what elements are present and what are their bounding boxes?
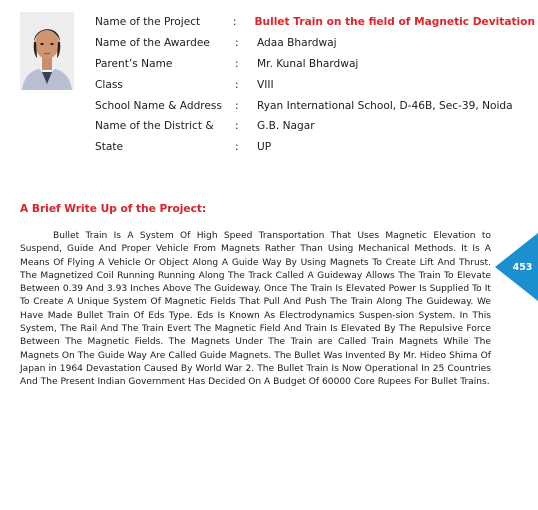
info-row-school (95, 95, 535, 116)
info-colon: : (235, 141, 239, 154)
info-row-project (95, 12, 535, 33)
info-row-parent (95, 54, 535, 75)
info-row-class (95, 74, 535, 95)
state-name: UP (257, 141, 272, 154)
parent-name: Mr. Kunal Bhardwaj (257, 57, 359, 70)
info-colon: : (235, 99, 239, 112)
info-colon: : (235, 120, 239, 133)
info-label: School Name & Address (95, 99, 222, 112)
info-label: Name of the Project (95, 16, 201, 29)
awardee-portrait-image (20, 12, 74, 90)
page-number: 453 (512, 261, 533, 273)
info-label: Class (95, 78, 123, 91)
info-colon: : (235, 78, 239, 91)
class-value: VIII (257, 78, 274, 91)
writeup-body: Bullet Train Is A System Of High Speed Transportation That Uses Magnetic Elevation to Suspend, Guide And Proper Vehicle From Magnets Rather Than Using Mechanical Methods. It Is A Means Of Flying A Vehicle Or Object Along A Guide Way By Using Magnets To Create Lift And Thrust. The Magnetized Coil Running Running Along The Track Called A Guideway Allows The Train To Elevate Between 0.39 And 3.93 Inches Above The Guideway. Once The Train Is Elevated Power Is Supplied To It To Create A Unique System Of Magnetic Fields That Pull And Push The Train Along The Guideway. We Have Made Bullet Train Of Eds Type. Eds Is Known As Electrodynamics Suspen-sion System. In This System, The Rail And The Train Evert The Magnetic Field And Train Is Elevated By The Repulsive Force Between The Magnetic Fields. The Magnets Under The Train are Called Train Magnets While The Magnets On The Guide Way Are Called Guide Magnets. The Bullet Was Invented By Mr. Hideo Shima Of Japan in 1964 Devastation Caused By World War 2. The Bullet Train Is Now Operational In 25 Countries And The Present Indian Government Has Decided On A Budget Of 60000 Core Rupees For Bullet Trains. (20, 231, 491, 388)
info-row-district (95, 116, 535, 137)
info-label: State (95, 141, 124, 154)
info-colon: : (235, 37, 239, 50)
awardee-name: Adaa Bhardwaj (257, 37, 337, 50)
info-label: Name of the District & (95, 120, 214, 133)
info-colon: : (235, 57, 239, 70)
info-row-awardee (95, 33, 535, 54)
district-name: G.B. Nagar (257, 120, 315, 133)
info-row-state (95, 137, 535, 158)
writeup-heading: A Brief Write Up of the Project: (20, 203, 207, 215)
info-colon: : (232, 16, 237, 29)
info-label: Parent’s Name (95, 57, 173, 70)
school-address: Ryan International School, D-46B, Sec-39, Noida (257, 99, 513, 112)
info-label: Name of the Awardee (95, 37, 210, 50)
awardee-info-table (95, 12, 535, 158)
project-name: Bullet Train on the field of Magnetic Devitation (254, 16, 535, 29)
awardee-photo (20, 12, 74, 90)
